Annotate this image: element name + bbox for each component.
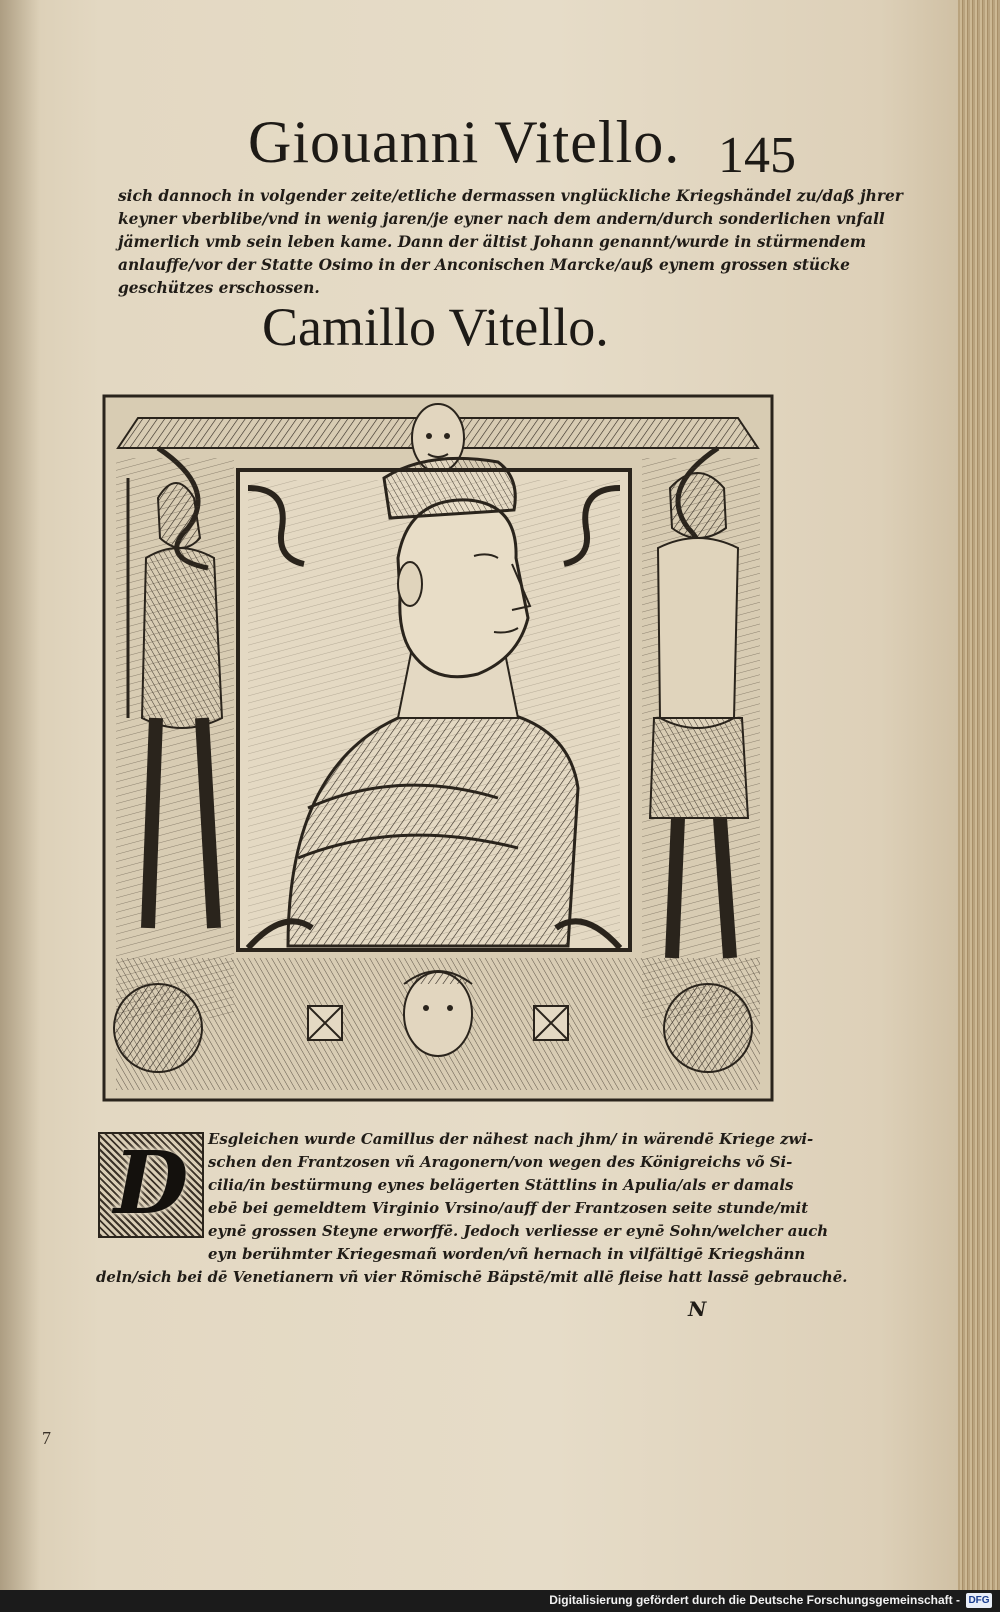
bottom-paragraph	[96, 1128, 848, 1289]
text-line: eyn berühmter Kriegesmañ worden/vñ hernach in vilfältigē Kriegshänn	[208, 1245, 806, 1263]
section-title: Camillo Vitello.	[262, 297, 609, 357]
text-line: deln/sich bei dē Venetianern vñ vier Römischē Bäpstē/mit allē fleise hatt lassē gebrauchē.	[96, 1268, 848, 1286]
text-line: keyner vberblibe/vnd in wenig jaren/je eyner nach dem andern/durch sonderlichen vnfall	[118, 210, 885, 228]
text-line: schen den Frantzosen vñ Aragonern/von wegen des Königreichs võ Si-	[208, 1153, 793, 1171]
drop-initial-letter: D	[113, 1133, 189, 1234]
footer-bar	[0, 1590, 1000, 1612]
text-line: ebē bei gemeldtem Virginio Vrsino/auff der Frantzosen seite stunde/mit	[208, 1199, 809, 1217]
text-line: geschützes erschossen.	[118, 279, 320, 297]
spine-shadow	[0, 0, 40, 1590]
text-line: cilia/in bestürmung eynes belägerten Stättlins in Apulia/als er damals	[208, 1176, 794, 1194]
margin-mark: 7	[42, 1428, 51, 1448]
top-paragraph	[118, 185, 903, 300]
running-title: Giouanni Vitello.	[248, 109, 681, 175]
text-line: Esgleichen wurde Camillus der nähest nach jhm/ in wärendē Kriege zwi-	[208, 1130, 814, 1148]
page-edges	[958, 0, 1000, 1590]
text-line: sich dannoch in volgender zeite/etliche dermassen vnglückliche Kriegshändel zu/daß jhrer	[118, 187, 903, 205]
page-number: 145	[718, 127, 796, 184]
dfg-logo: DFG	[966, 1593, 992, 1608]
catchword: N	[688, 1297, 707, 1321]
text-line: anlauffe/vor der Statte Osimo in der Anconischen Marcke/auß eynem grossen stücke	[118, 256, 850, 274]
text-line: eynē grossen Steyne erworffē. Jedoch verliesse er eynē Sohn/welcher auch	[208, 1222, 829, 1240]
footer-credit: Digitalisierung gefördert durch die Deutsche Forschungsgemeinschaft -	[549, 1593, 960, 1607]
portrait-woodcut	[98, 388, 778, 1106]
text-line: jämerlich vmb sein leben kame. Dann der ältist Johann genannt/wurde in stürmendem	[118, 233, 866, 251]
